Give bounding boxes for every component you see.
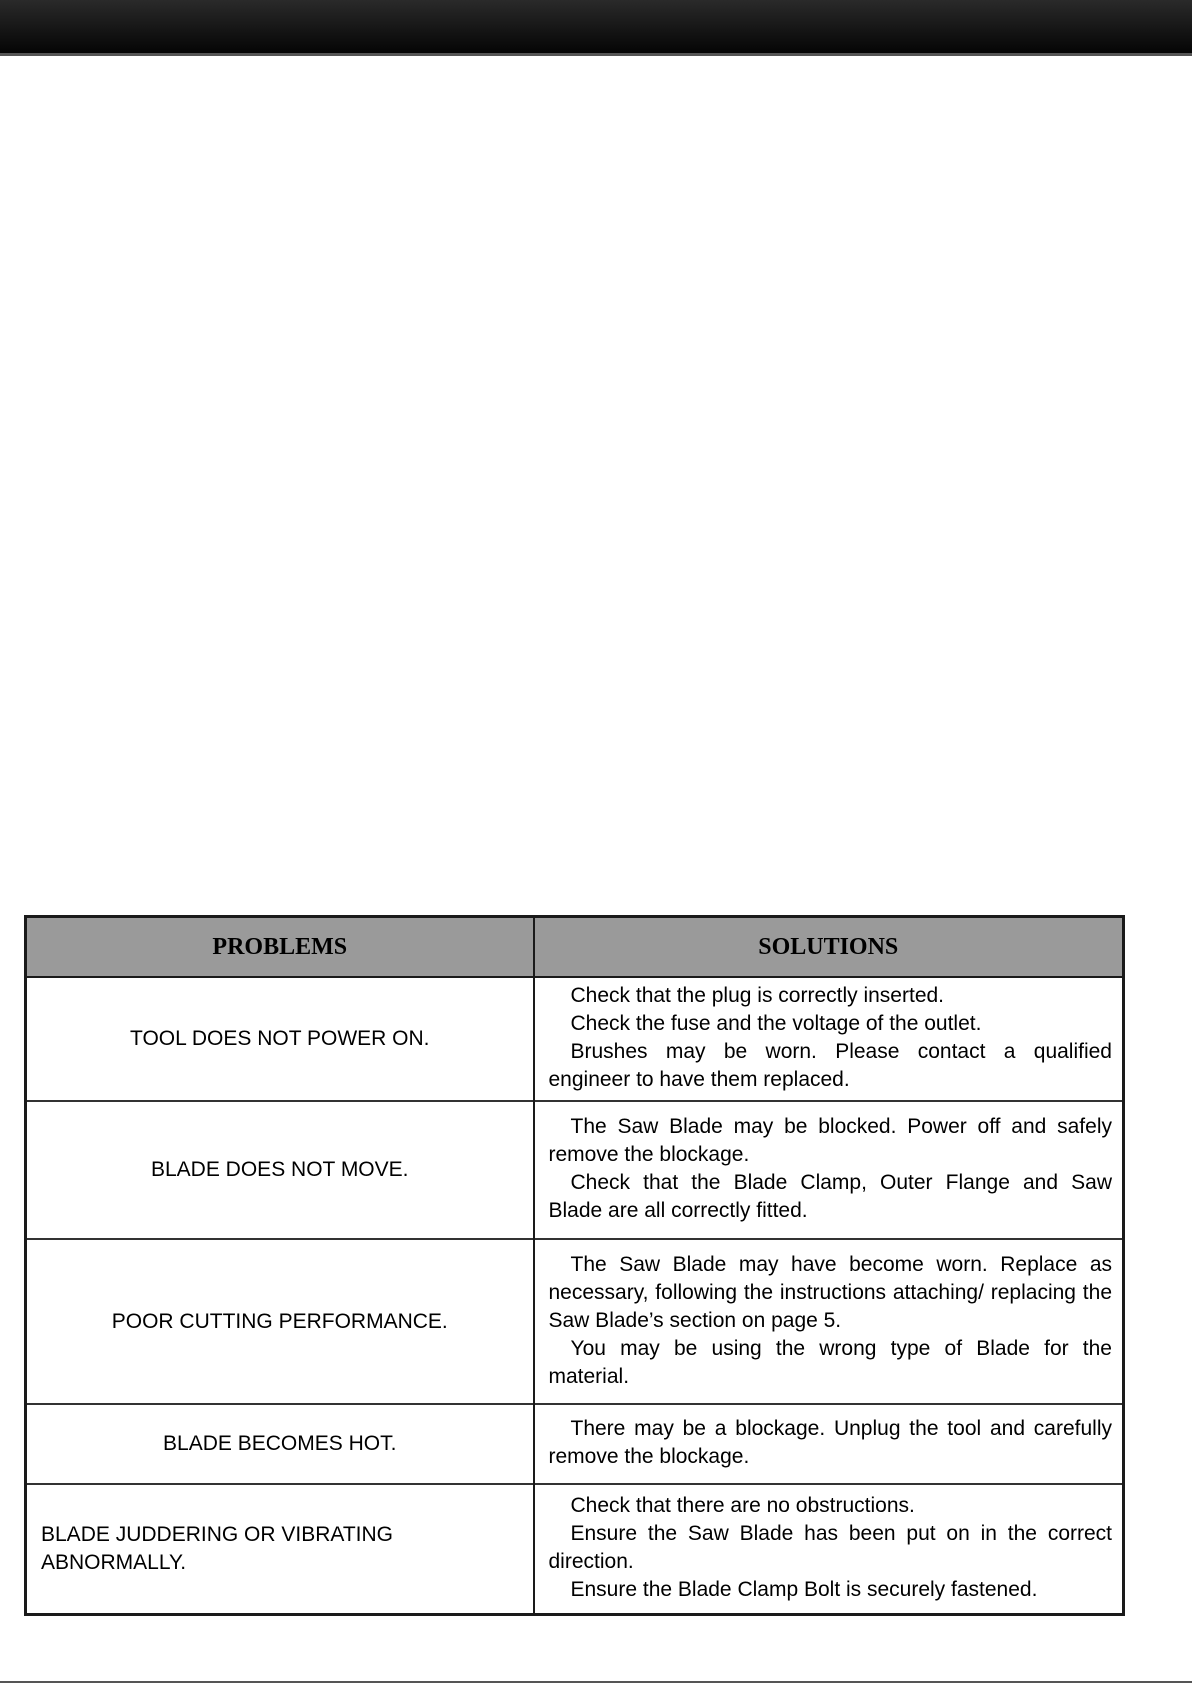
table-header-row	[26, 917, 1124, 978]
solution-line: The Saw Blade may have become worn. Replace as necessary, following the instructions attaching/ replacing the Saw Blade’s section on page 5.	[548, 1252, 1112, 1332]
table-row	[26, 1239, 1124, 1404]
problems-header: PROBLEMS	[26, 917, 534, 978]
problem-cell: BLADE DOES NOT MOVE.	[26, 1101, 534, 1239]
solution-line: Brushes may be worn. Please contact a qualified engineer to have them replaced.	[548, 1040, 1112, 1091]
solutions-header: SOLUTIONS	[534, 917, 1124, 978]
problem-cell: POOR CUTTING PERFORMANCE.	[26, 1239, 534, 1404]
solution-line: Ensure the Blade Clamp Bolt is securely fastened.	[570, 1577, 1038, 1601]
header-bar	[0, 0, 1192, 56]
troubleshooting-table	[24, 915, 1125, 1616]
solution-line: You may be using the wrong type of Blade for the material.	[548, 1336, 1112, 1388]
solution-cell	[534, 1101, 1124, 1239]
solution-line: Check the fuse and the voltage of the outlet.	[570, 1012, 982, 1035]
footer-rule	[0, 1681, 1192, 1683]
table-row	[26, 1404, 1124, 1484]
solution-line: The Saw Blade may be blocked. Power off and safely remove the blockage.	[548, 1115, 1112, 1166]
solution-line: Check that the plug is correctly inserted.	[570, 984, 945, 1007]
solution-line: Check that there are no obstructions.	[570, 1493, 915, 1517]
problem-cell: BLADE JUDDERING OR VIBRATING ABNORMALLY.	[26, 1484, 534, 1614]
problem-cell: TOOL DOES NOT POWER ON.	[26, 977, 534, 1101]
solution-cell	[534, 1484, 1124, 1614]
solution-cell	[534, 977, 1124, 1101]
solution-line: Check that the Blade Clamp, Outer Flange and Saw Blade are all correctly fitted.	[548, 1171, 1112, 1222]
solution-line: Ensure the Saw Blade has been put on in the correct direction.	[548, 1521, 1112, 1573]
table-row	[26, 1101, 1124, 1239]
problem-cell: BLADE BECOMES HOT.	[26, 1404, 534, 1484]
solution-line: There may be a blockage. Unplug the tool and carefully remove the blockage.	[548, 1417, 1112, 1468]
table-row	[26, 1484, 1124, 1614]
solution-cell	[534, 1239, 1124, 1404]
solution-cell	[534, 1404, 1124, 1484]
table-row	[26, 977, 1124, 1101]
